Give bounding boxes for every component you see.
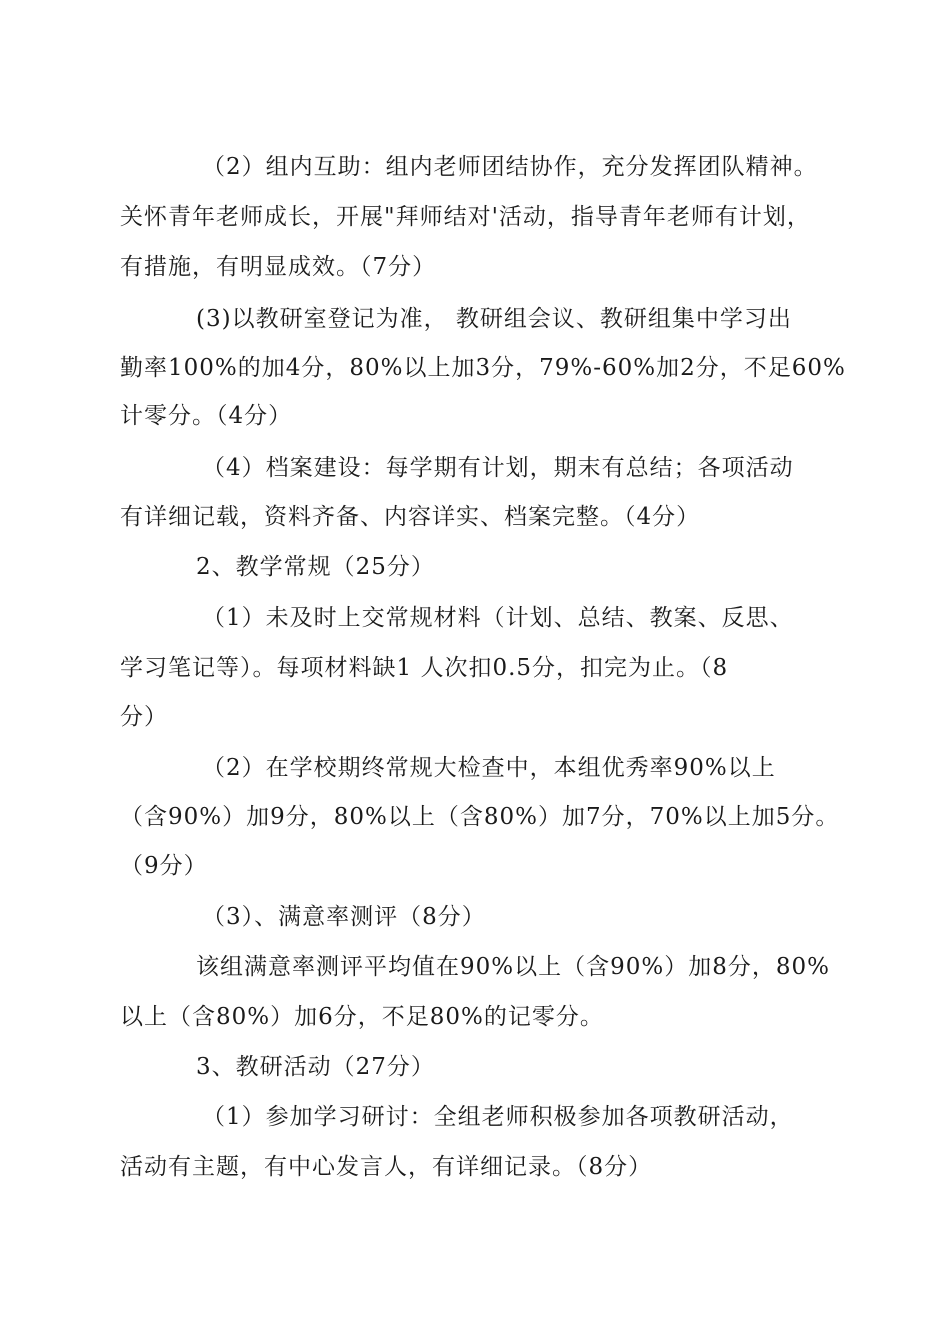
paragraph-line-2: 关怀青年老师成长，开展"拜师结对'活动，指导青年老师有计划， [120,204,811,230]
paragraph-line-15: （9分） [120,853,208,879]
paragraph-line-4: (3)以教研室登记为准， 教研组会议、教研组集中学习出 [196,306,792,332]
paragraph-line-12: 分） [120,704,168,730]
paragraph-line-11: 学习笔记等）。每项材料缺1 人次扣0.5分，扣完为止。（8 [120,655,729,681]
section-heading-teaching-routine: 2、教学常规（25分） [196,554,435,580]
paragraph-line-21: 活动有主题，有中心发言人，有详细记录。（8分） [120,1154,653,1180]
paragraph-line-10: （1）未及时上交常规材料（计划、总结、教案、反思、 [202,605,794,631]
paragraph-line-6: 计零分。（4分） [120,403,293,429]
paragraph-line-17: 该组满意率测评平均值在90%以上（含90%）加8分，80% [196,954,830,980]
paragraph-line-5: 勤率100%的加4分，80%以上加3分，79%-60%加2分，不足60% [120,355,846,381]
paragraph-line-13: （2）在学校期终常规大检查中，本组优秀率90%以上 [202,755,776,781]
paragraph-line-18: 以上（含80%）加6分，不足80%的记零分。 [120,1004,604,1030]
paragraph-line-8: 有详细记载，资料齐备、内容详实、档案完整。（4分） [120,504,701,530]
section-heading-research-activities: 3、教研活动（27分） [196,1054,435,1080]
paragraph-line-3: 有措施，有明显成效。（7分） [120,254,437,280]
paragraph-line-20: （1）参加学习研讨：全组老师积极参加各项教研活动， [202,1104,794,1130]
paragraph-line-16: （3）、满意率测评（8分） [202,904,486,930]
paragraph-line-7: （4）档案建设：每学期有计划，期末有总结；各项活动 [202,455,794,481]
paragraph-line-1: （2）组内互助：组内老师团结协作，充分发挥团队精神。 [202,154,818,180]
paragraph-line-14: （含90%）加9分，80%以上（含80%）加7分，70%以上加5分。 [120,804,840,830]
